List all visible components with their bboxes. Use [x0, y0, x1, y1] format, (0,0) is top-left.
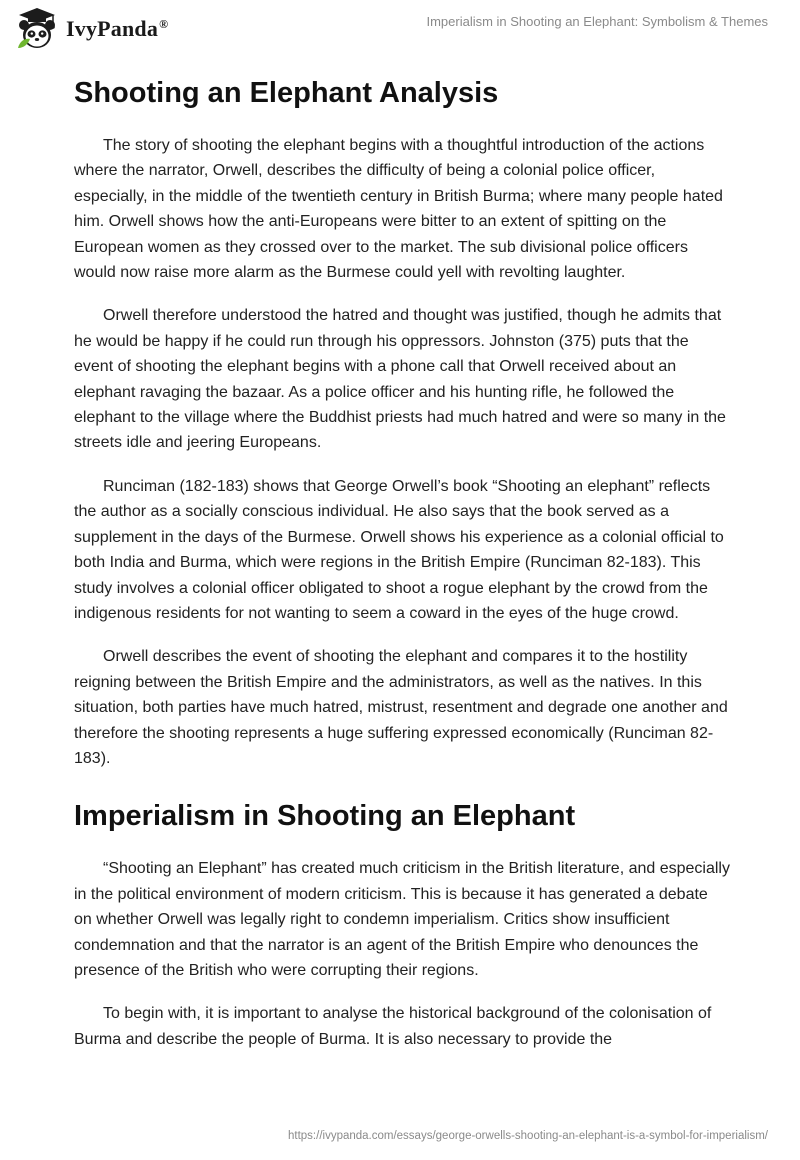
paragraph: The story of shooting the elephant begins with a thoughtful introduction of the actions where the narrator, Orwell, describes the difficulty of being a colonial police officer, especially, in the middle of the twentieth century in British Burma; where many people hated him. Orwell shows how the anti-Europeans were bitter to an extent of spitting on the European women as they crossed over to the market. The sub divisional police officers would now raise more alarm as the Burmese could yell with revolting laughter.: [74, 137, 723, 282]
registered-mark: ®: [159, 16, 169, 31]
document-title: Imperialism in Shooting an Elephant: Symbolism & Themes: [426, 14, 768, 29]
panda-graduate-icon: [14, 6, 60, 52]
paragraph: Orwell describes the event of shooting the elephant and compares it to the hostility reigning between the British Empire and the administrators, as well as the natives. In this situation, both parties have much hatred, mistrust, resentment and degrade one another and therefore the shooting represents a huge suffering expressed economically (Runciman 82-183).: [74, 648, 728, 767]
paragraph: “Shooting an Elephant” has created much criticism in the British literature, and especially in the political environment of modern criticism. This is because it has generated a debate on whether Orwell was legally right to condemn imperialism. Critics show insufficient condemnation and that the narrator is an agent of the British Empire who denounces the presence of the British who were corrupting their regions.: [74, 860, 730, 979]
paragraph: Orwell therefore understood the hatred and thought was justified, though he admits that he would be happy if he could run through his oppressors. Johnston (375) puts that the event of shooting the elephant begins with a phone call that Orwell received about an elephant ravaging the bazaar. As a police officer and his hunting rifle, he followed the elephant to the village where the Buddhist priests had much hatred and were so many in the streets idle and jeering Europeans.: [74, 307, 726, 452]
section-heading: Shooting an Elephant Analysis: [74, 77, 499, 109]
paragraph: Runciman (182-183) shows that George Orwell’s book “Shooting an elephant” reflects the author as a socially conscious individual. He also says that the book served as a supplement in the days of the Burmese. Orwell shows his experience as a colonial official to both India and Burma, which were regions in the British Empire (Runciman 82-183). This study involves a colonial officer obligated to shoot a rogue elephant by the crowd from the indigenous residents for not wanting to seem a coward in the eyes of the huge crowd.: [74, 477, 724, 622]
paragraph: To begin with, it is important to analyse the historical background of the colonisation of Burma and describe the people of Burma. It is also necessary to provide the: [74, 1005, 712, 1048]
page-header: [0, 0, 800, 60]
ivypanda-logo[interactable]: [14, 6, 168, 52]
logo-wordmark: IvyPanda®: [66, 16, 169, 41]
section-heading: Imperialism in Shooting an Elephant: [74, 800, 576, 833]
article-body: [74, 70, 730, 1070]
source-url[interactable]: https://ivypanda.com/essays/george-orwells-shooting-an-elephant-is-a-symbol-for-imperialism/: [288, 1130, 768, 1142]
